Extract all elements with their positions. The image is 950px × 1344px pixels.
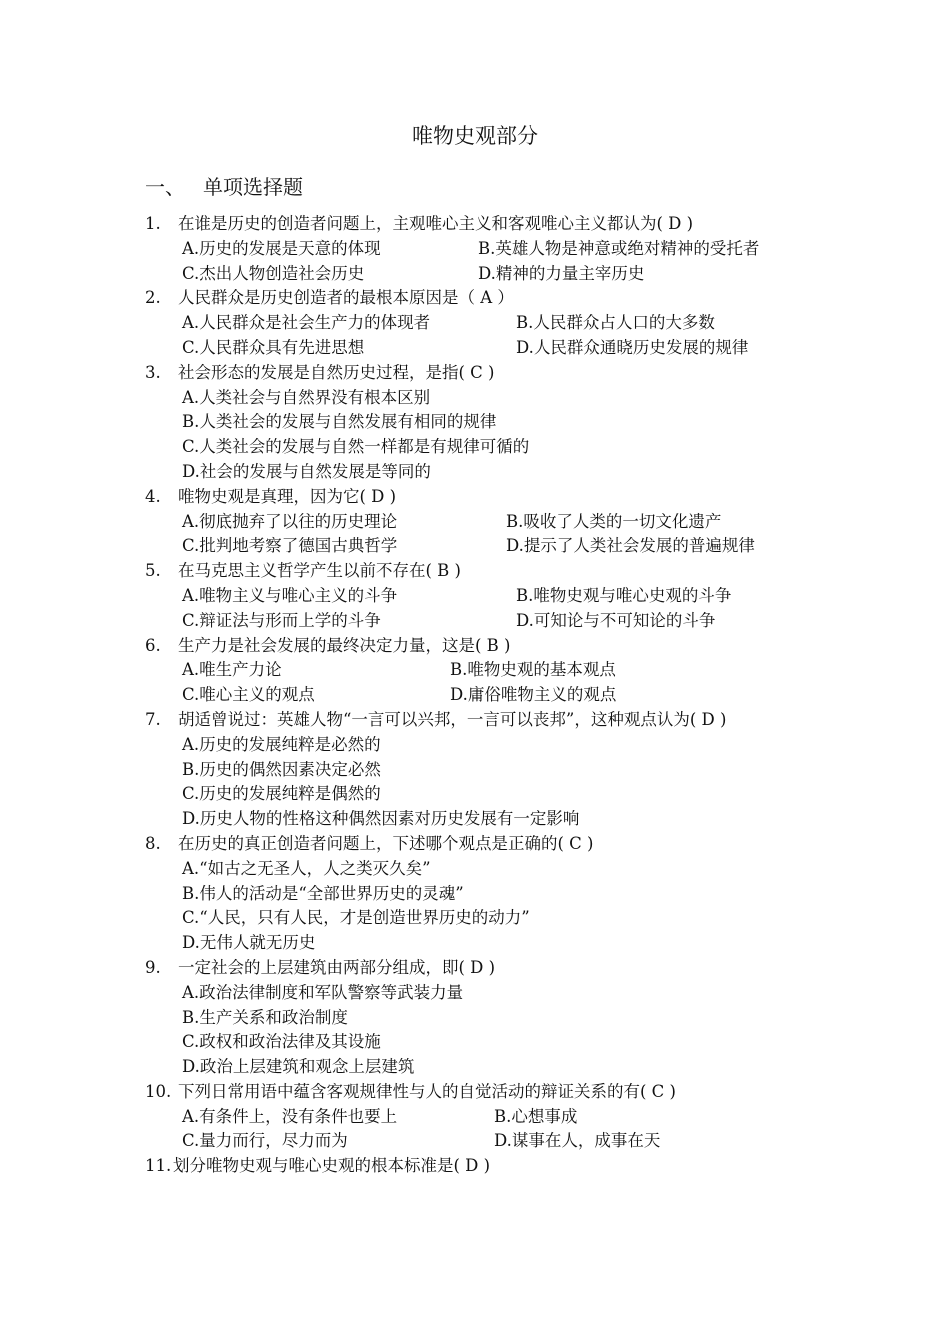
section-number: 一、 (145, 175, 185, 199)
option: A.历史的发展是天意的体现 (182, 238, 381, 258)
option-row (145, 733, 825, 758)
option-row (145, 609, 825, 634)
question-8 (145, 832, 825, 857)
option: D.提示了人类社会发展的普遍规律 (506, 536, 755, 556)
question-stem: 人民群众是历史创造者的最根本原因是（ A ） (178, 288, 514, 308)
question-number: 1. (145, 214, 161, 233)
option-row (145, 410, 825, 435)
option: B.伟人的活动是“全部世界历史的灵魂” (182, 883, 464, 903)
option: C.人民群众具有先进思想 (182, 337, 365, 357)
option: A.人类社会与自然界没有根本区别 (182, 387, 431, 407)
question-1 (145, 212, 825, 237)
option: B.生产关系和政治制度 (182, 1007, 348, 1027)
question-stem: 划分唯物史观与唯心史观的根本标准是( D ) (173, 1156, 491, 1176)
option: D.精神的力量主宰历史 (478, 263, 645, 283)
option: B.唯物史观与唯心史观的斗争 (516, 585, 732, 605)
question-list (145, 212, 825, 1179)
option: B.历史的偶然因素决定必然 (182, 759, 381, 779)
question-stem: 在历史的真正创造者问题上，下述哪个观点是正确的( C ) (178, 833, 594, 853)
option: C.唯心主义的观点 (182, 685, 315, 705)
option-row (145, 435, 825, 460)
option-row (145, 857, 825, 882)
option-row (145, 584, 825, 609)
option: D.历史人物的性格这种偶然因素对历史发展有一定影响 (182, 809, 580, 829)
option: C.政权和政治法律及其设施 (182, 1032, 381, 1052)
question-number: 4. (145, 486, 161, 506)
option: C.人类社会的发展与自然一样都是有规律可循的 (182, 437, 530, 457)
option: A.彻底抛弃了以往的历史理论 (182, 511, 398, 531)
option: A.唯物主义与唯心主义的斗争 (182, 585, 398, 605)
option-row (145, 882, 825, 907)
option-row (145, 807, 825, 832)
option: A.“如古之无圣人，人之类灭久矣” (182, 858, 431, 878)
question-11 (145, 1154, 825, 1179)
question-stem: 社会形态的发展是自然历史过程，是指( C ) (178, 362, 495, 382)
option-row (145, 658, 825, 683)
option-row (145, 782, 825, 807)
option: D.社会的发展与自然发展是等同的 (182, 461, 431, 481)
question-number: 8. (145, 833, 161, 853)
option-row (145, 931, 825, 956)
question-stem: 唯物史观是真理，因为它( D ) (178, 486, 397, 506)
option-row (145, 1129, 825, 1154)
option: B.吸收了人类的一切文化遗产 (506, 511, 722, 531)
option: D.可知论与不可知论的斗争 (516, 610, 716, 630)
option-row (145, 1105, 825, 1130)
option-row (145, 906, 825, 931)
option: D.谋事在人，成事在天 (494, 1131, 661, 1151)
option: A.有条件上，没有条件也要上 (182, 1106, 398, 1126)
question-number: 2. (145, 288, 161, 308)
question-3 (145, 361, 825, 386)
option: A.历史的发展纯粹是必然的 (182, 734, 381, 754)
section-label: 单项选择题 (203, 175, 303, 199)
option: C.辩证法与形而上学的斗争 (182, 610, 381, 630)
question-number: 11. (145, 1156, 172, 1176)
option-row (145, 758, 825, 783)
option-row (145, 683, 825, 708)
page-title: 唯物史观部分 (412, 124, 538, 148)
option: D.庸俗唯物主义的观点 (450, 685, 617, 705)
option-row (145, 534, 825, 559)
question-9 (145, 956, 825, 981)
option: B.心想事成 (494, 1106, 578, 1126)
question-7 (145, 708, 825, 733)
option: C.量力而行，尽力而为 (182, 1131, 348, 1151)
question-stem: 生产力是社会发展的最终决定力量，这是( B ) (178, 635, 511, 655)
question-number: 9. (145, 957, 161, 977)
question-6 (145, 634, 825, 659)
option: D.无伟人就无历史 (182, 933, 316, 953)
question-number: 10. (145, 1081, 172, 1101)
option: B.人民群众占人口的大多数 (516, 313, 715, 333)
option-row (145, 460, 825, 485)
option: D.政治上层建筑和观念上层建筑 (182, 1057, 415, 1077)
option-row (145, 237, 825, 262)
option-row (145, 1006, 825, 1031)
question-5 (145, 559, 825, 584)
option: A.唯生产力论 (182, 660, 282, 680)
option-row (145, 981, 825, 1006)
option-row (145, 262, 825, 287)
section-heading (145, 172, 303, 202)
question-stem: 在马克思主义哲学产生以前不存在( B ) (178, 561, 461, 581)
question-number: 3. (145, 362, 161, 382)
question-4 (145, 485, 825, 510)
option: A.政治法律制度和军队警察等武装力量 (182, 982, 464, 1002)
question-stem: 一定社会的上层建筑由两部分组成，即( D ) (178, 957, 496, 977)
question-stem: 胡适曾说过：英雄人物“一言可以兴邦，一言可以丧邦”，这种观点认为( D ) (178, 709, 727, 729)
question-10 (145, 1080, 825, 1105)
option: D.人民群众通晓历史发展的规律 (516, 337, 749, 357)
option-row (145, 510, 825, 535)
option: A.人民群众是社会生产力的体现者 (182, 313, 431, 333)
option: C.杰出人物创造社会历史 (182, 263, 365, 283)
option-row (145, 1030, 825, 1055)
option: B.唯物史观的基本观点 (450, 660, 616, 680)
option-row (145, 386, 825, 411)
option-row (145, 311, 825, 336)
question-number: 6. (145, 635, 161, 655)
option: C.“人民，只有人民，才是创造世界历史的动力” (182, 908, 530, 928)
option: B.人类社会的发展与自然发展有相同的规律 (182, 412, 497, 432)
option: C.历史的发展纯粹是偶然的 (182, 784, 381, 804)
option-row (145, 336, 825, 361)
question-stem: 在谁是历史的创造者问题上，主观唯心主义和客观唯心主义都认为( D ) (178, 214, 694, 233)
option: C.批判地考察了德国古典哲学 (182, 536, 398, 556)
question-number: 7. (145, 709, 161, 729)
question-number: 5. (145, 561, 161, 581)
option-row (145, 1055, 825, 1080)
question-2 (145, 286, 825, 311)
question-stem: 下列日常用语中蕴含客观规律性与人的自觉活动的辩证关系的有( C ) (178, 1081, 676, 1101)
option: B.英雄人物是神意或绝对精神的受托者 (478, 238, 760, 258)
